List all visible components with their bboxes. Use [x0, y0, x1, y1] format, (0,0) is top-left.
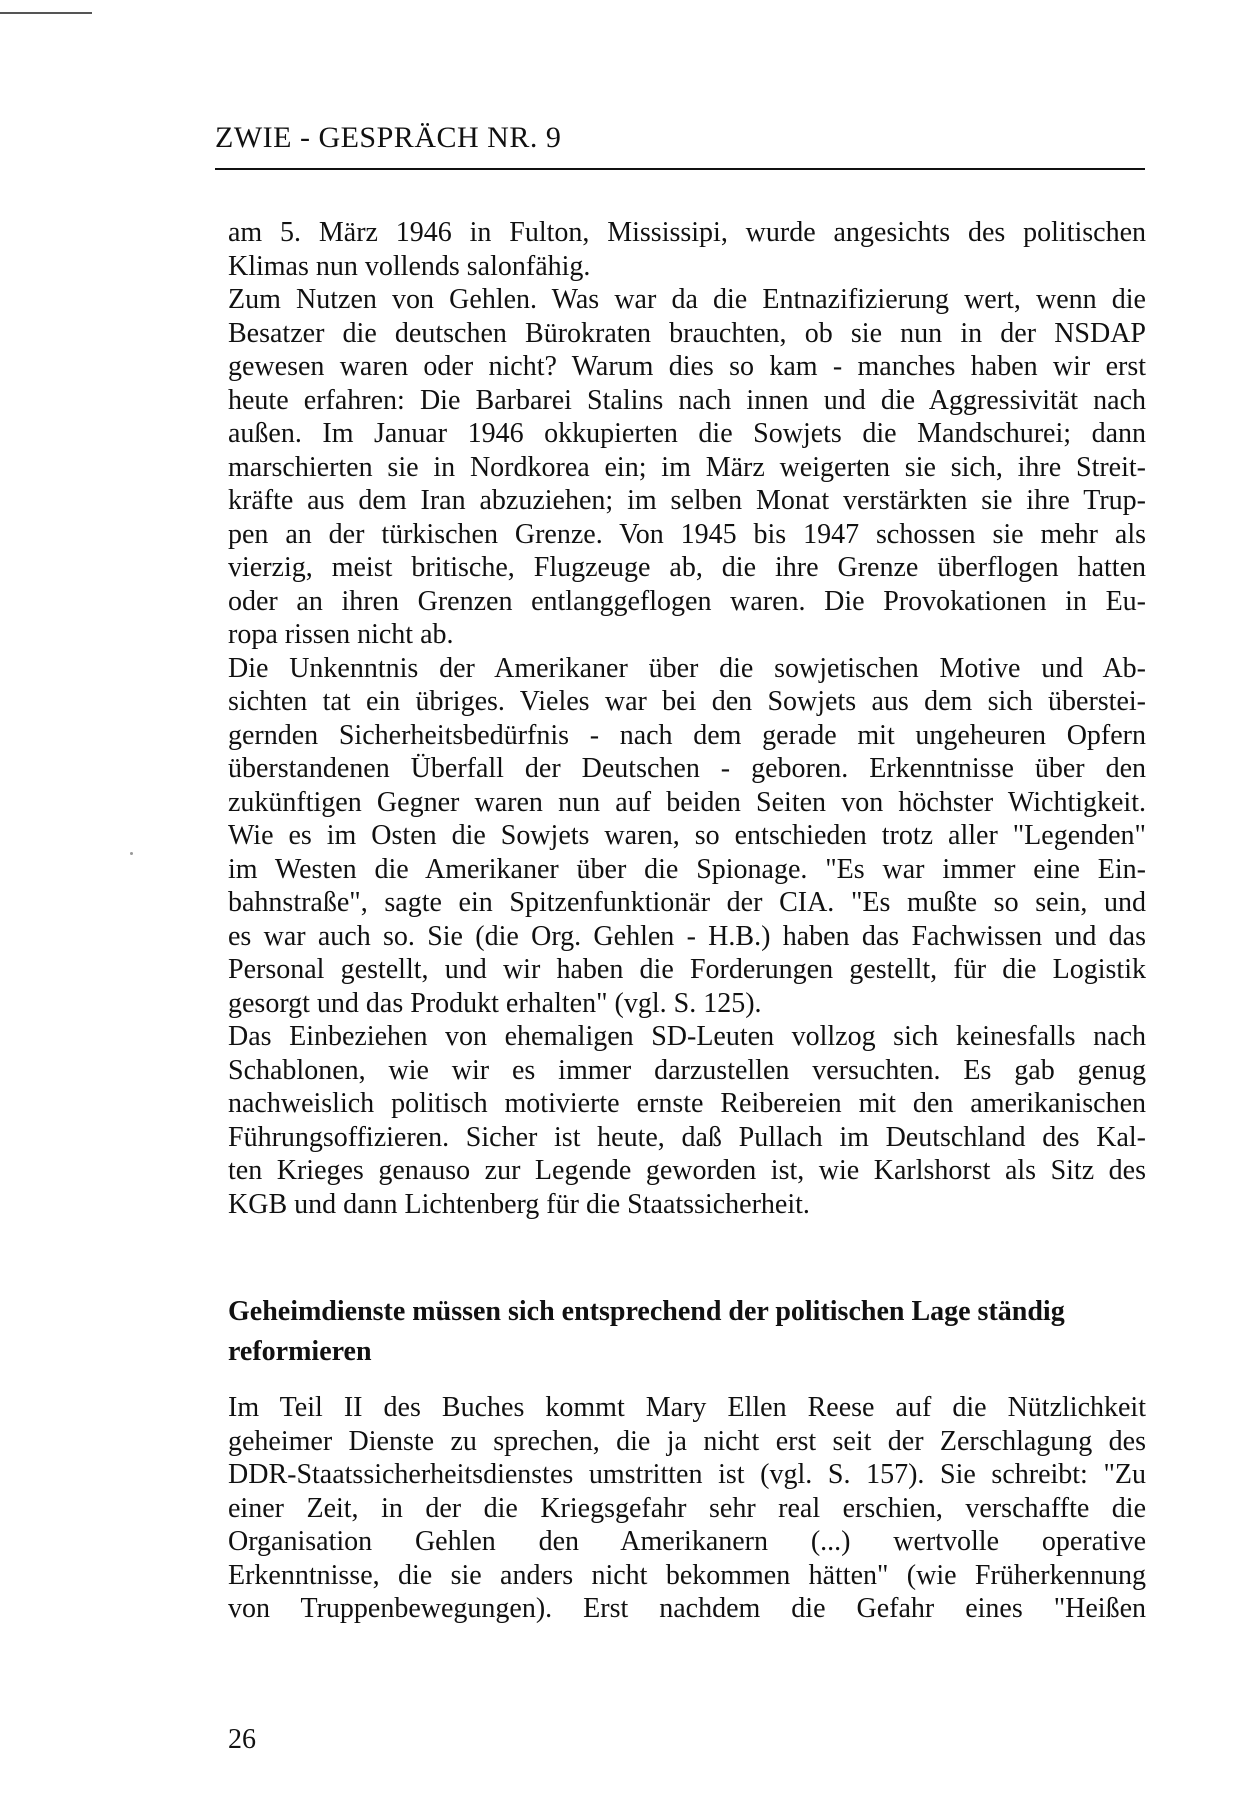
body-line: sichten tat ein übriges. Vieles war bei den Sowjets aus dem sich überstei- — [228, 686, 1146, 717]
body-line: außen. Im Januar 1946 okkupierten die Sowjets die Mandschurei; dann — [228, 418, 1146, 449]
body-line: oder an ihren Grenzen entlanggeflogen waren. Die Provokationen in Eu- — [228, 585, 1146, 617]
body-line: ten Krieges genauso zur Legende geworden ist, wie Karlshorst als Sitz des — [228, 1155, 1146, 1186]
body-line: vierzig, meist britische, Flugzeuge ab, die ihre Grenze überflogen hatten — [228, 552, 1146, 583]
body-line: überstandenen Überfall der Deutschen - geboren. Erkenntnisse über den — [228, 753, 1146, 784]
section-line: Organisation Gehlen den Amerikanern (...) wertvolle operative — [228, 1526, 1146, 1557]
body-line: Schablonen, wie wir es immer darzustellen versuchten. Es gab genug — [228, 1054, 1146, 1086]
section-line: von Truppenbewegungen). Erst nachdem die Gefahr eines "Heißen — [228, 1593, 1146, 1624]
section-heading-line: reformieren — [228, 1336, 372, 1367]
body-line: Personal gestellt, und wir haben die Forderungen gestellt, für die Logistik — [228, 954, 1146, 985]
section-line: geheimer Dienste zu sprechen, die ja nicht erst seit der Zerschlagung des — [228, 1425, 1146, 1457]
section-line: Im Teil II des Buches kommt Mary Ellen Reese auf die Nützlichkeit — [228, 1392, 1146, 1423]
body-line: KGB und dann Lichtenberg für die Staatssicherheit. — [228, 1188, 810, 1220]
body-line: Zum Nutzen von Gehlen. Was war da die Entnazifizierung wert, wenn die — [228, 284, 1146, 315]
header-rule — [215, 168, 1145, 170]
body-line: Wie es im Osten die Sowjets waren, so entschieden trotz aller "Legenden" — [228, 820, 1146, 851]
body-line: gesorgt und das Produkt erhalten" (vgl. S. 125). — [228, 987, 762, 1019]
body-line: nachweislich politisch motivierte ernste Reibereien mit den amerikanischen — [228, 1088, 1146, 1119]
section-heading-line: Geheimdienste müssen sich entsprechend der politischen Lage ständig — [228, 1296, 1065, 1327]
body-line: heute erfahren: Die Barbarei Stalins nach innen und die Aggressivität nach — [228, 384, 1146, 416]
body-line: Führungsoffizieren. Sicher ist heute, daß Pullach im Deutschland des Kal- — [228, 1121, 1146, 1153]
body-text — [228, 216, 1146, 1221]
section-line: Erkenntnisse, die sie anders nicht bekommen hätten" (wie Früherkennung — [228, 1559, 1146, 1591]
section-body-text — [228, 1391, 1146, 1626]
running-header — [215, 118, 1145, 170]
body-line: Das Einbeziehen von ehemaligen SD-Leuten vollzog sich keinesfalls nach — [228, 1021, 1146, 1052]
body-line: Die Unkenntnis der Amerikaner über die sowjetischen Motive und Ab- — [228, 652, 1146, 684]
body-line: marschierten sie in Nordkorea ein; im März weigerten sie sich, ihre Streit- — [228, 451, 1146, 483]
body-line: gernden Sicherheitsbedürfnis - nach dem gerade mit ungeheuren Opfern — [228, 719, 1146, 751]
scan-speck — [130, 852, 133, 855]
header-title: ZWIE - GESPRÄCH NR. 9 — [215, 121, 562, 154]
body-line: ropa rissen nicht ab. — [228, 619, 454, 650]
body-line: es war auch so. Sie (die Org. Gehlen - H.B.) haben das Fachwissen und das — [228, 920, 1146, 952]
body-line: Besatzer die deutschen Bürokraten brauchten, ob sie nun in der NSDAP — [228, 317, 1146, 349]
body-line: zukünftigen Gegner waren nun auf beiden Seiten von höchster Wichtigkeit. — [228, 786, 1146, 818]
body-line: am 5. März 1946 in Fulton, Mississipi, wurde angesichts des politischen — [228, 217, 1146, 248]
section-line: DDR-Staatssicherheitsdienstes umstritten ist (vgl. S. 157). Sie schreibt: "Zu — [228, 1459, 1146, 1490]
body-line: pen an der türkischen Grenze. Von 1945 bis 1947 schossen sie mehr als — [228, 518, 1146, 550]
body-line: Klimas nun vollends salonfähig. — [228, 250, 591, 282]
scan-edge-line — [0, 12, 92, 14]
body-line: bahnstraße", sagte ein Spitzenfunktionär der CIA. "Es mußte so sein, und — [228, 887, 1146, 918]
section-line: einer Zeit, in der die Kriegsgefahr sehr real erschien, verschaffte die — [228, 1492, 1146, 1524]
body-line: gewesen waren oder nicht? Warum dies so kam - manches haben wir erst — [228, 351, 1146, 382]
section-heading — [228, 1292, 1146, 1372]
body-line: im Westen die Amerikaner über die Spionage. "Es war immer eine Ein- — [228, 853, 1146, 885]
body-line: kräfte aus dem Iran abzuziehen; im selben Monat verstärkten sie ihre Trup- — [228, 485, 1146, 516]
page-number: 26 — [228, 1724, 256, 1755]
